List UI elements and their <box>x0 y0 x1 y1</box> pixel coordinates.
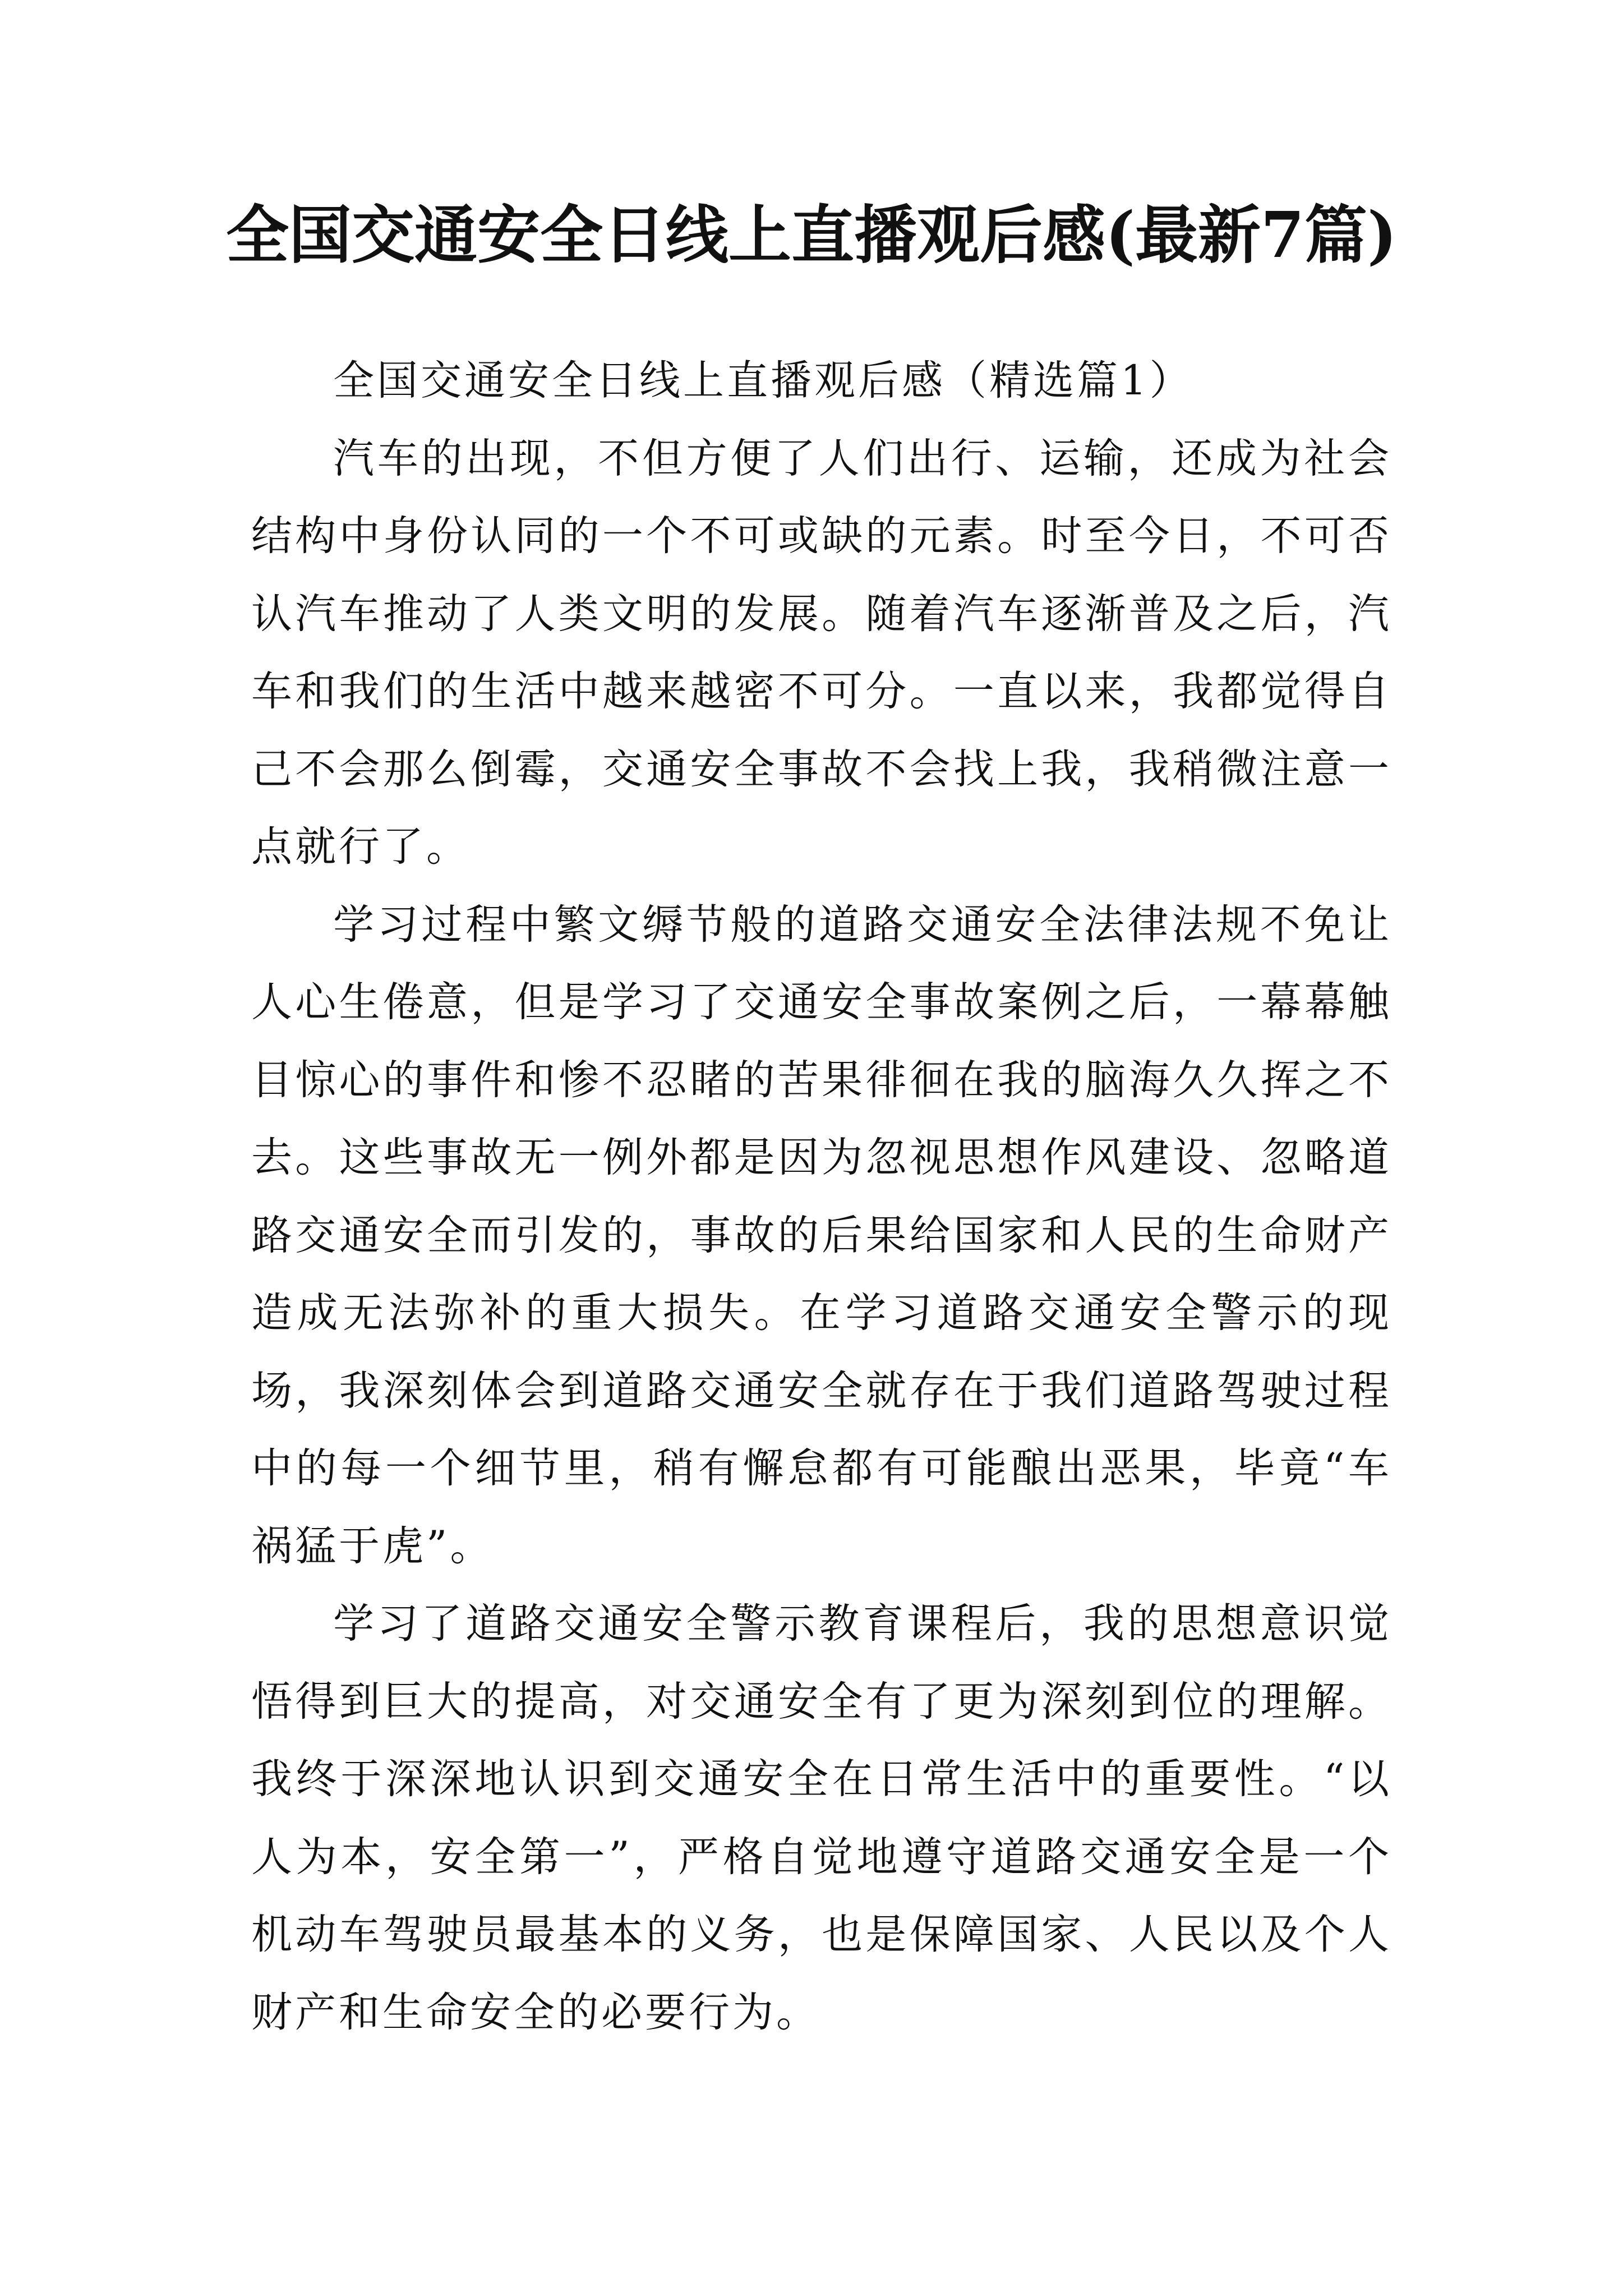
paragraph: 学习过程中繁文缛节般的道路交通安全法律法规不免让人心生倦意，但是学习了交通安全事故案例之后，一幕幕触目惊心的事件和惨不忍睹的苦果徘徊在我的脑海久久挥之不去。这些事故无一例外都是因为忽视思想作风建设、忽略道路交通安全而引发的，事故的后果给国家和人民的生命财产造成无法弥补的重大损失。在学习道路交通安全警示的现场，我深刻体会到道路交通安全就存在于我们道路驾驶过程中的每一个细节里，稍有懈怠都有可能酿出恶果，毕竟“车祸猛于虎”。 <box>251 900 1392 1570</box>
document-body <box>251 342 1392 2051</box>
section-heading: 全国交通安全日线上直播观后感（精选篇1） <box>333 357 1193 404</box>
paragraph: 汽车的出现，不但方便了人们出行、运输，还成为社会结构中身份认同的一个不可或缺的元素。时至今日，不可否认汽车推动了人类文明的发展。随着汽车逐渐普及之后，汽车和我们的生活中越来越密不可分。一直以来，我都觉得自己不会那么倒霉，交通安全事故不会找上我，我稍微注意一点就行了。 <box>251 434 1392 871</box>
document-title: 全国交通安全日线上直播观后感(最新7篇) <box>226 199 1397 272</box>
paragraph: 学习了道路交通安全警示教育课程后，我的思想意识觉悟得到巨大的提高，对交通安全有了更为深刻到位的理解。我终于深深地认识到交通安全在日常生活中的重要性。“以人为本，安全第一”，严格自觉地遵守道路交通安全是一个机动车驾驶员最基本的义务，也是保障国家、人民以及个人财产和生命安全的必要行为。 <box>251 1600 1392 2036</box>
